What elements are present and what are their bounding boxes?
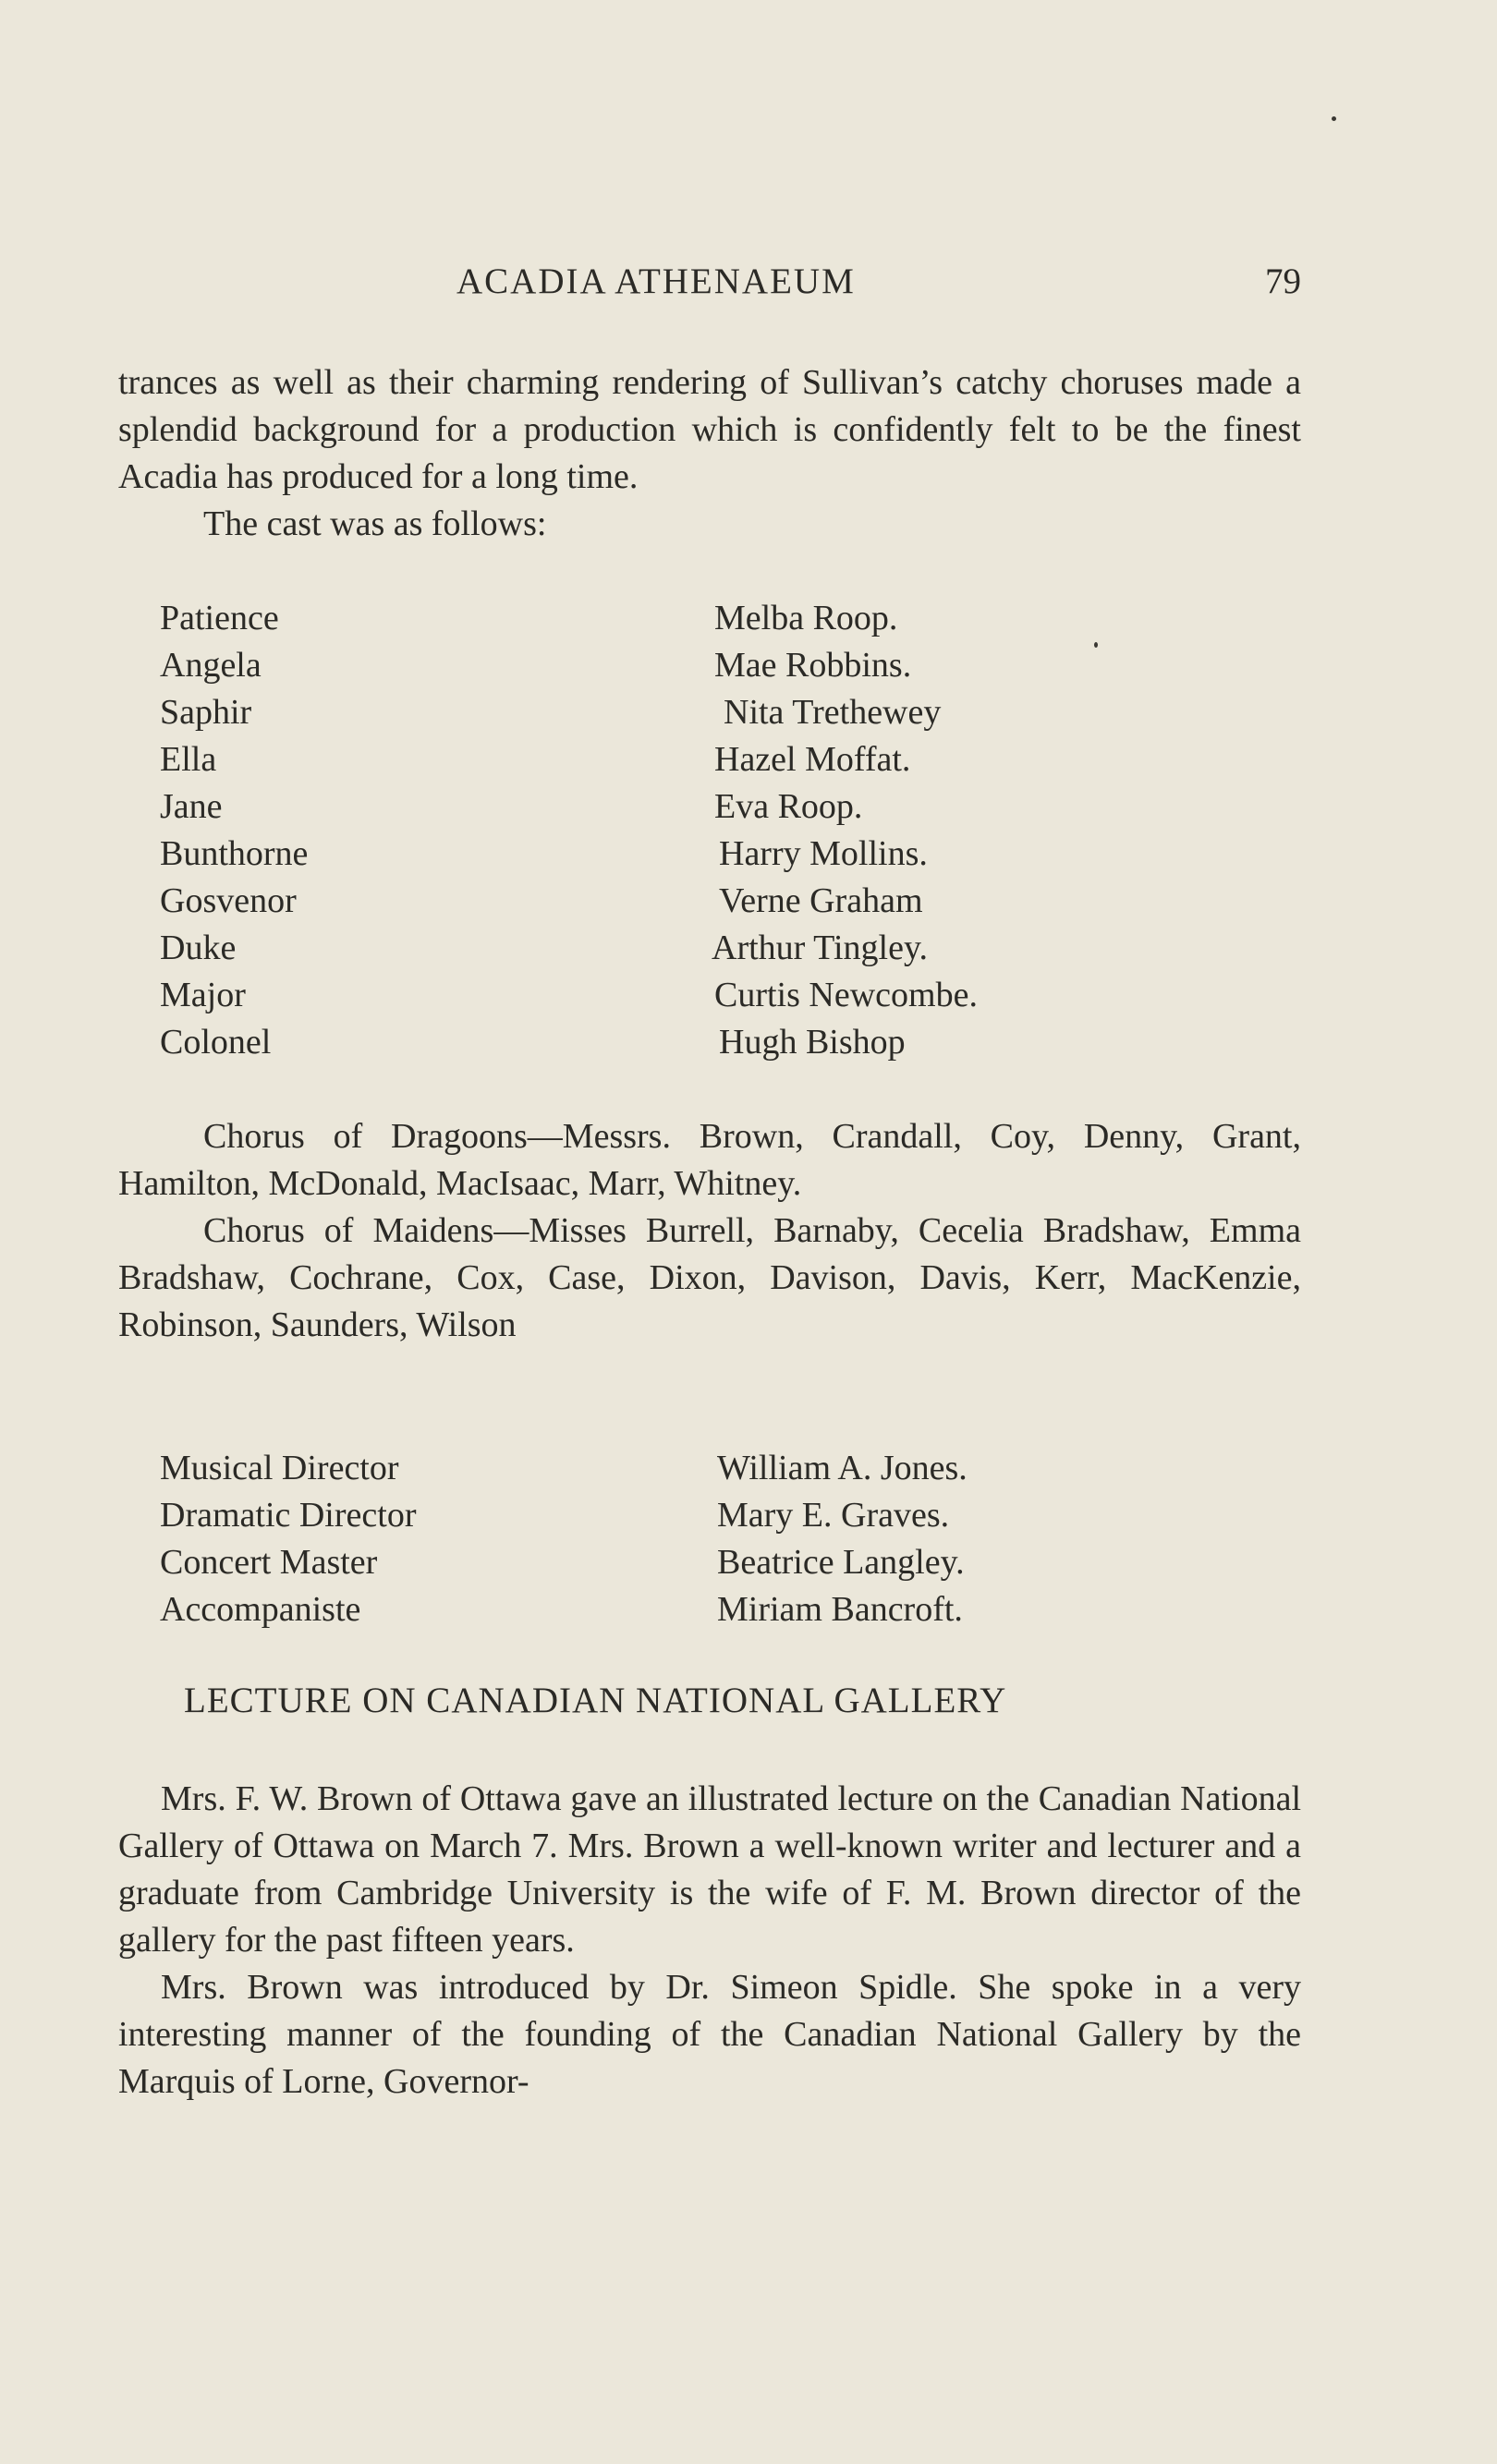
running-title: ACADIA ATHENAEUM [456, 261, 856, 301]
cast-actor: Nita Trethewey [724, 693, 942, 732]
dragoons-paragraph: Chorus of Dragoons—Messrs. Brown, Crandall, Coy, Denny, Grant, Hamilton, McDonald, MacIsaac, Marr, Whitney. [118, 1117, 1301, 1203]
cast-row [118, 689, 1301, 736]
cast-role: Jane [160, 787, 223, 826]
staff-list [118, 1445, 1301, 1633]
opening-text-block [118, 359, 1301, 548]
cast-actor: Mae Robbins. [714, 646, 912, 685]
paper-speck [1332, 116, 1336, 121]
lecture-paragraph: Mrs. F. W. Brown of Ottawa gave an illustrated lecture on the Canadian National Gallery of Ottawa on March 7. Mrs. Brown a well-known writer and lecturer and a graduate from Cambridge University is the wife of F. M. Brown director of the gallery for the past fifteen years. [118, 1779, 1301, 1960]
chorus-block [118, 1113, 1301, 1349]
section-heading: LECTURE ON CANADIAN NATIONAL GALLERY [184, 1681, 1007, 1720]
staff-role: Accompaniste [160, 1590, 361, 1629]
cast-row [118, 595, 1301, 642]
staff-name: Mary E. Graves. [717, 1496, 950, 1535]
maidens-paragraph: Chorus of Maidens—Misses Burrell, Barnaby, Cecelia Bradshaw, Emma Bradshaw, Cochrane, Cox, Case, Dixon, Davison, Davis, Kerr, MacKenzie, Robinson, Saunders, Wilson [118, 1211, 1301, 1344]
cast-actor: Curtis Newcombe. [714, 976, 978, 1014]
page-number: 79 [1265, 261, 1301, 301]
cast-role: Gosvenor [160, 881, 297, 920]
cast-row [118, 1019, 1301, 1066]
staff-row [118, 1492, 1301, 1539]
cast-role: Patience [160, 599, 279, 637]
cast-actor: Harry Mollins. [719, 834, 928, 873]
staff-row [118, 1586, 1301, 1633]
cast-row [118, 925, 1301, 972]
cast-row [118, 783, 1301, 831]
staff-row [118, 1445, 1301, 1492]
cast-role: Saphir [160, 693, 252, 732]
staff-name: Beatrice Langley. [717, 1543, 965, 1582]
paper-speck [1094, 642, 1098, 648]
staff-role: Concert Master [160, 1543, 378, 1582]
cast-role: Ella [160, 740, 217, 779]
running-header [118, 261, 1301, 316]
cast-actor: Hugh Bishop [719, 1023, 906, 1062]
cast-row [118, 831, 1301, 878]
cast-actor: Arthur Tingley. [712, 929, 929, 967]
staff-role: Musical Director [160, 1449, 399, 1487]
cast-role: Duke [160, 929, 237, 967]
cast-list [118, 595, 1301, 1066]
lecture-text-block [118, 1776, 1301, 2106]
cast-role: Bunthorne [160, 834, 309, 873]
continued-paragraph: trances as well as their charming rendering of Sullivan’s catchy choruses made a splendid background for a production which is confidently felt to be the finest Acadia has produced for a long time. [118, 363, 1301, 496]
cast-row [118, 878, 1301, 925]
staff-name: Miriam Bancroft. [717, 1590, 963, 1629]
staff-role: Dramatic Director [160, 1496, 417, 1535]
cast-row [118, 642, 1301, 689]
staff-name: William A. Jones. [717, 1449, 968, 1487]
cast-actor: Verne Graham [719, 881, 923, 920]
cast-row [118, 972, 1301, 1019]
cast-role: Major [160, 976, 246, 1014]
cast-actor: Eva Roop. [714, 787, 863, 826]
staff-row [118, 1539, 1301, 1586]
cast-actor: Melba Roop. [714, 599, 898, 637]
cast-role: Colonel [160, 1023, 272, 1062]
cast-intro: The cast was as follows: [203, 504, 547, 543]
cast-role: Angela [160, 646, 262, 685]
lecture-paragraph: Mrs. Brown was introduced by Dr. Simeon Spidle. She spoke in a very interesting manner of the founding of the Canadian National Gallery by the Marquis of Lorne, Governor- [118, 1968, 1301, 2101]
cast-row [118, 736, 1301, 783]
cast-actor: Hazel Moffat. [714, 740, 911, 779]
